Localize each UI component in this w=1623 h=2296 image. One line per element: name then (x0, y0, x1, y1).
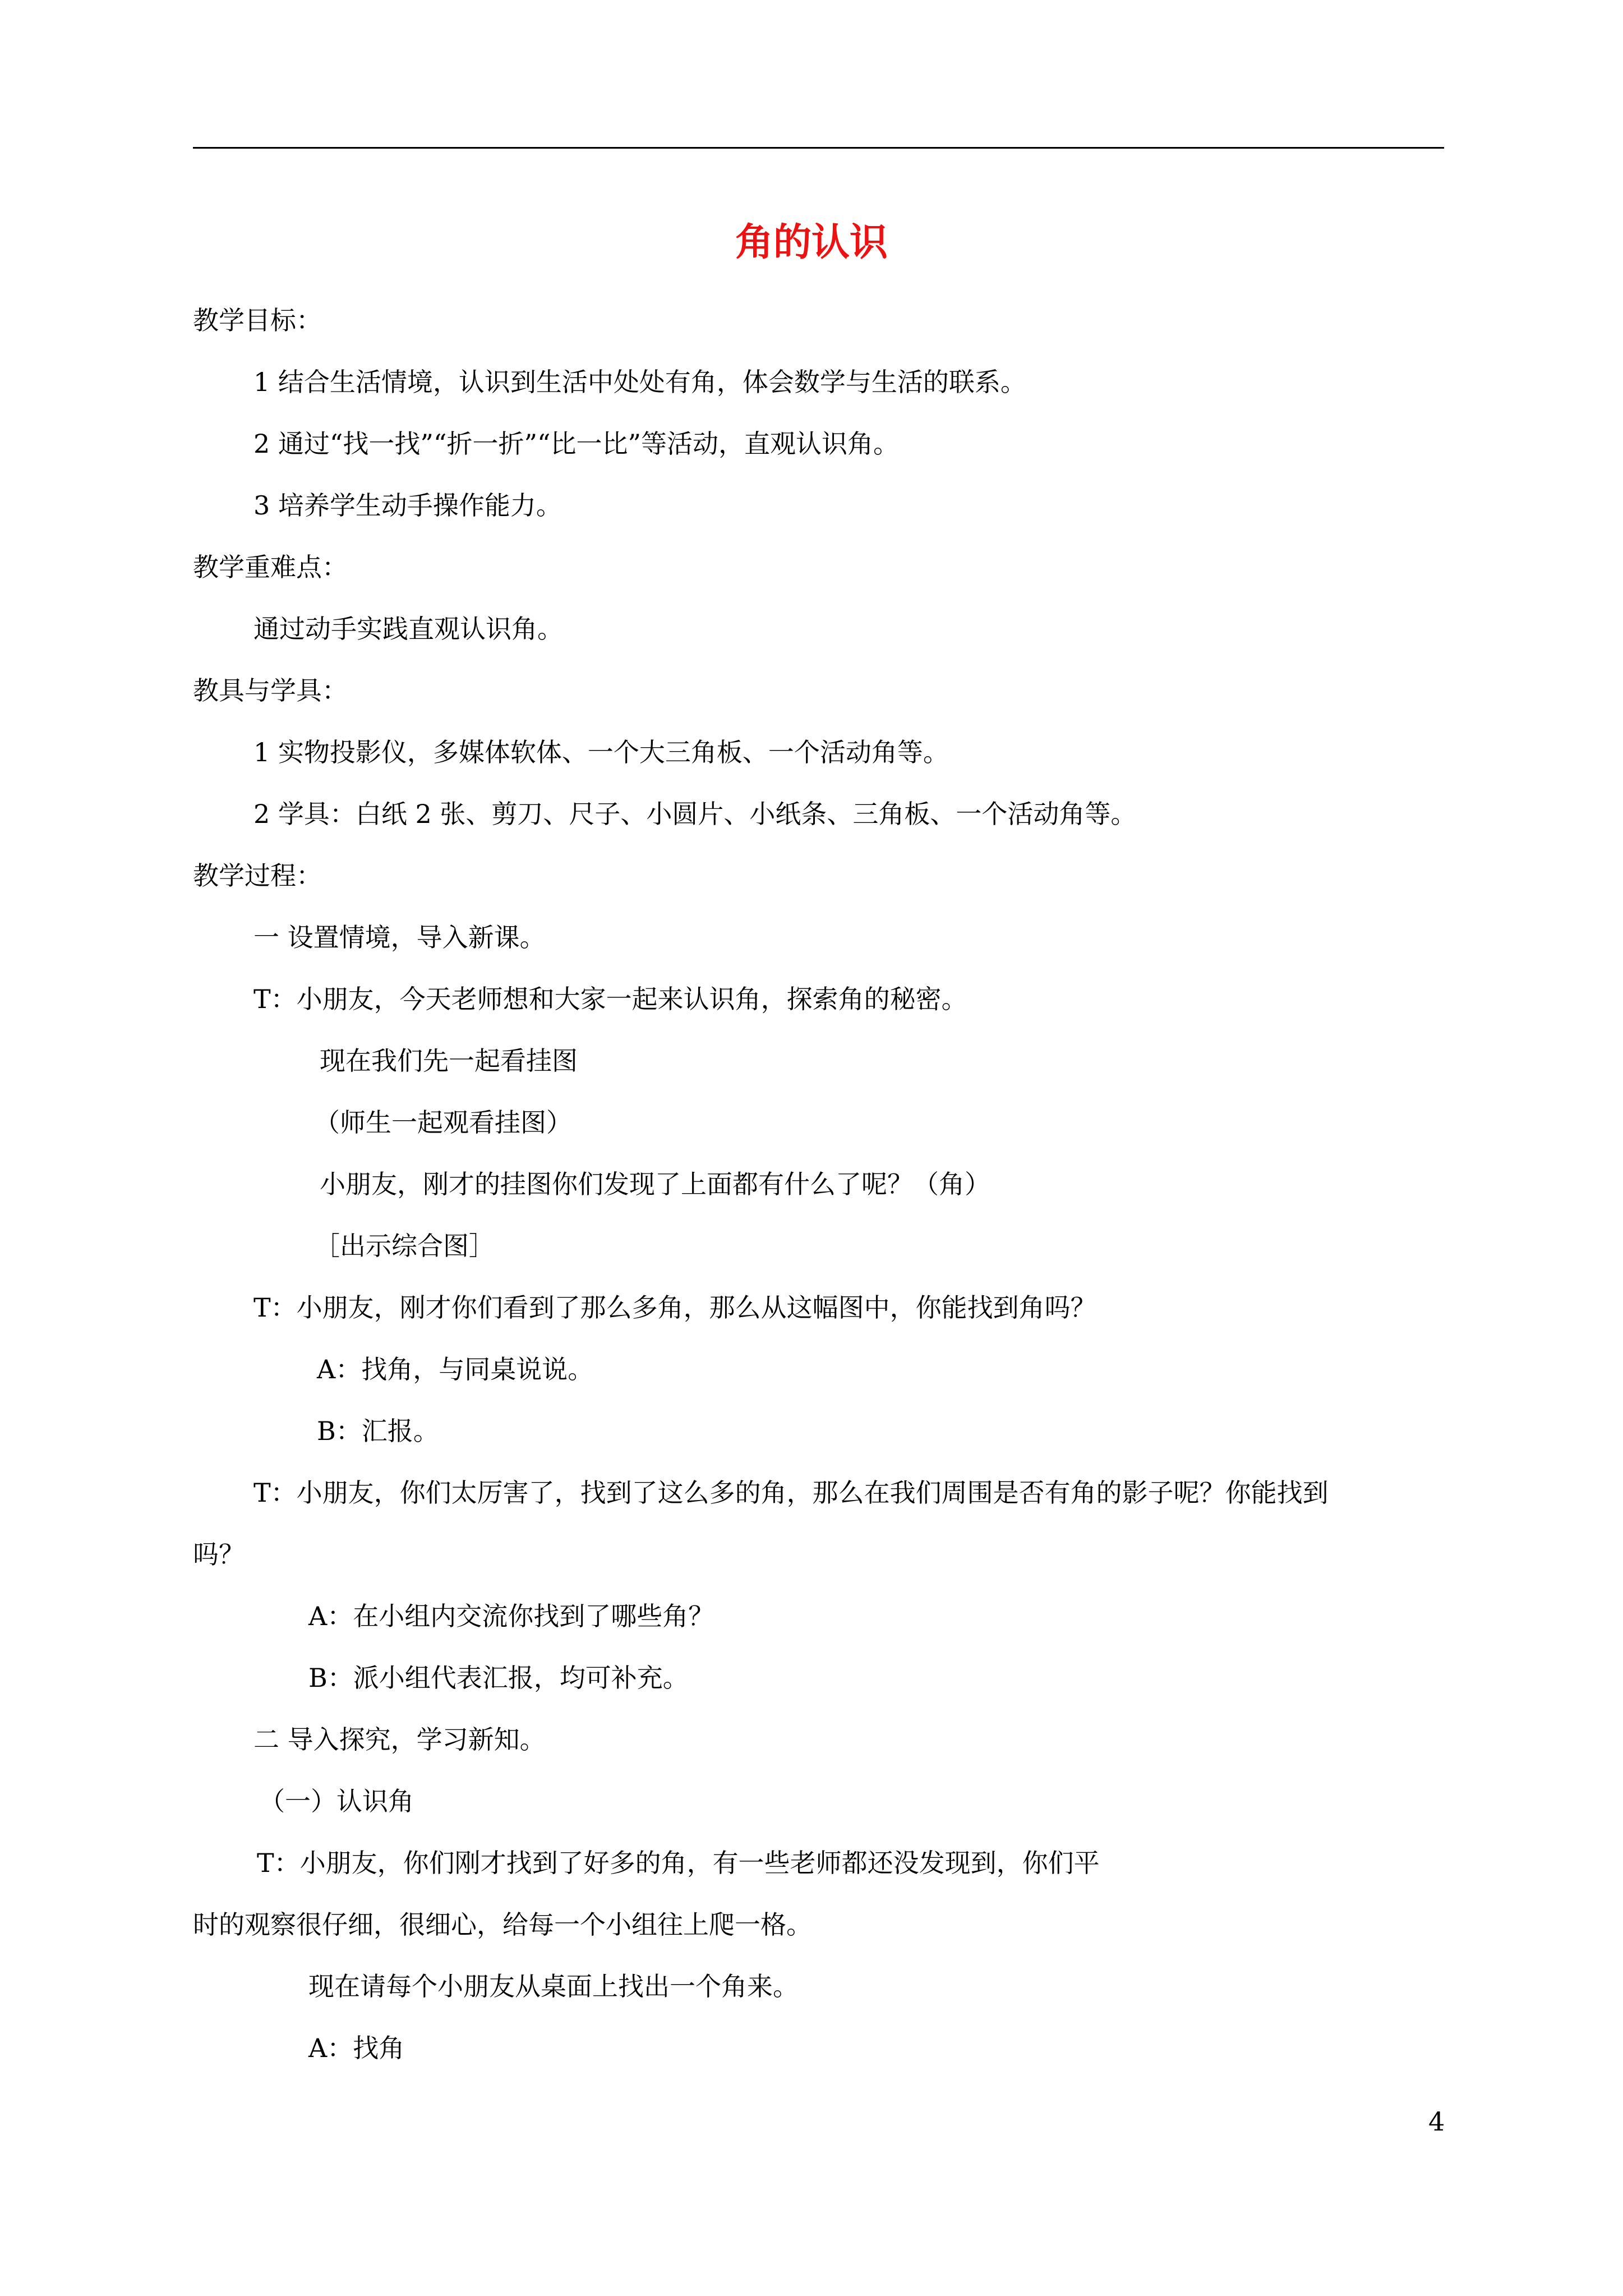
text-line: 3 培养学生动手操作能力。 (253, 490, 562, 521)
text-line: 一 设置情境，导入新课。 (253, 922, 546, 953)
text-line: 1 结合生活情境，认识到生活中处处有角，体会数学与生活的联系。 (253, 367, 1026, 397)
text-line: 2 通过“找一找”“折一折”“比一比”等活动，直观认识角。 (253, 429, 899, 459)
text-line: 2 学具：白纸 2 张、剪刀、尺子、小圆片、小纸条、三角板、一个活动角等。 (253, 799, 1137, 829)
page-number: 4 (1428, 2106, 1445, 2137)
text-line: B：汇报。 (317, 1416, 439, 1446)
text-line: 1 实物投影仪，多媒体软体、一个大三角板、一个活动角等。 (253, 737, 949, 767)
text-line: A：找角，与同桌说说。 (317, 1354, 594, 1384)
text-line: B：派小组代表汇报，均可补充。 (308, 1663, 689, 1693)
text-line: 小朋友，刚才的挂图你们发现了上面都有什么了呢？（角） (320, 1169, 990, 1199)
text-line: T：小朋友，今天老师想和大家一起来认识角，探索角的秘密。 (253, 984, 967, 1014)
text-line: A：找角 (308, 2033, 405, 2063)
header-rule (193, 147, 1444, 149)
text-line: ［出示综合图］ (314, 1231, 495, 1261)
text-line: 通过动手实践直观认识角。 (253, 614, 563, 644)
section-heading: 教学重难点： (193, 552, 348, 582)
section-heading: 教学过程： (193, 861, 322, 891)
text-line: T：小朋友，刚才你们看到了那么多角，那么从这幅图中，你能找到角吗？ (253, 1292, 1096, 1323)
text-line: （师生一起观看挂图） (314, 1107, 572, 1138)
text-line: 时的观察很仔细，很细心，给每一个小组往上爬一格。 (193, 1910, 812, 1940)
section-heading: 二 导入探究，学习新知。 (253, 1724, 546, 1755)
section-heading: 教具与学具： (193, 675, 348, 706)
text-line: 吗？ (193, 1539, 245, 1570)
text-line: A：在小组内交流你找到了哪些角？ (308, 1601, 714, 1631)
text-line: T：小朋友，你们太厉害了，找到了这么多的角，那么在我们周围是否有角的影子呢？你能找到 (253, 1478, 1329, 1508)
subsection-heading: （一）认识角 (259, 1786, 414, 1816)
text-line: T：小朋友，你们刚才找到了好多的角，有一些老师都还没发现到，你们平 (257, 1848, 1100, 1878)
page-title: 角的认识 (735, 220, 888, 265)
text-line: 现在请每个小朋友从桌面上找出一个角来。 (308, 1971, 799, 2001)
section-heading: 教学目标： (193, 305, 322, 335)
text-line: 现在我们先一起看挂图 (320, 1046, 578, 1076)
